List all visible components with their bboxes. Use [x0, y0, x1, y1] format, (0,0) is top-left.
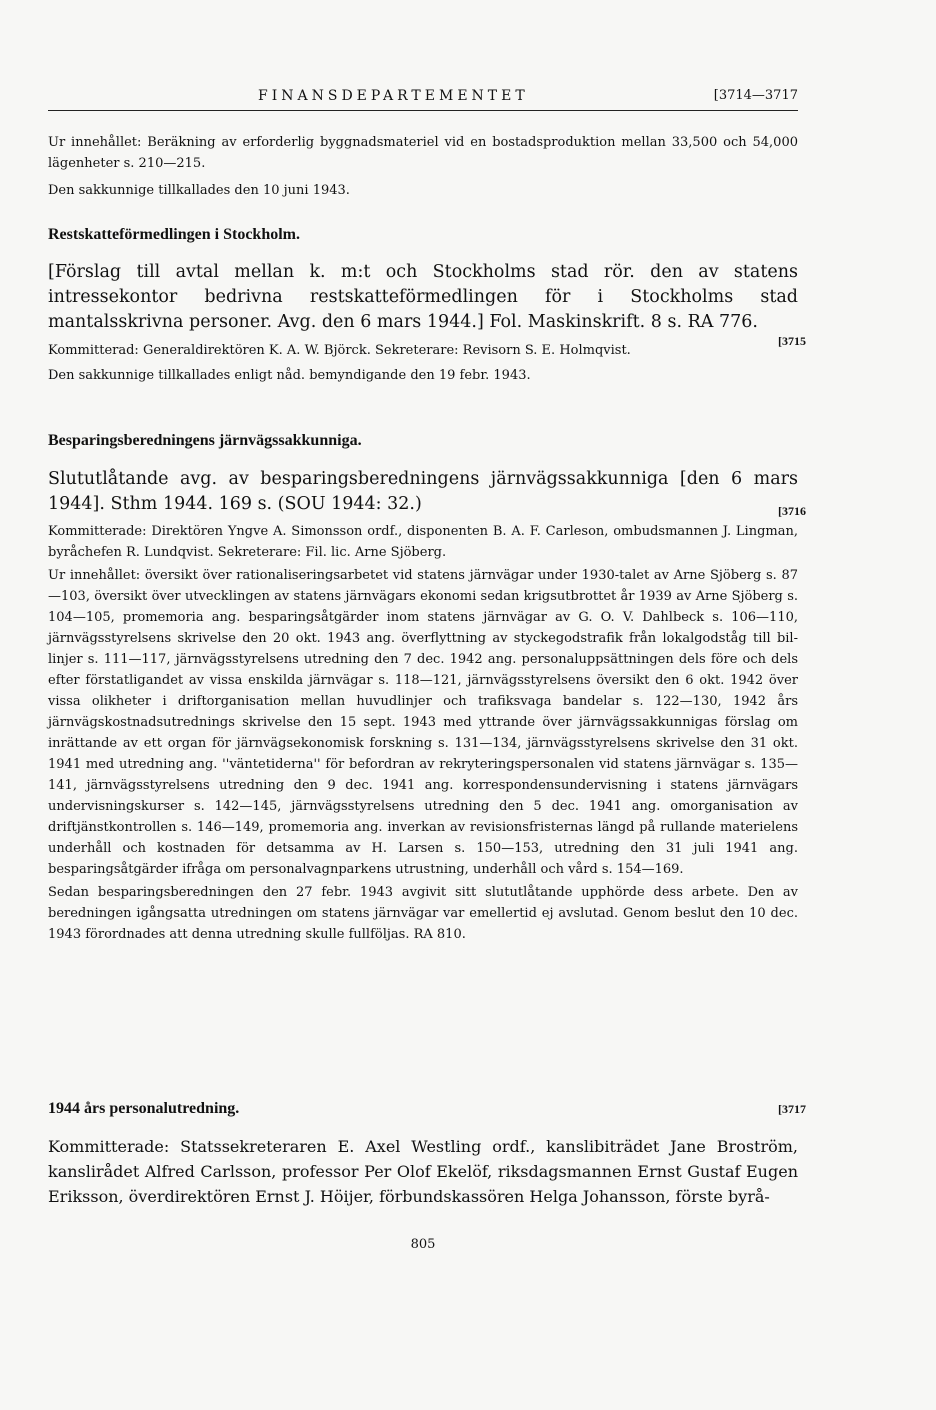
report-title: Slututlåtande avg. av besparingsberedningens järnvägssakkunniga [den 6 mars 1944]. Sthm 1944. 169 s. (SOU 1944: 32.) [48, 469, 798, 514]
section-continued [48, 132, 798, 201]
committee-paragraph: Kommitterad: Generaldirektören K. A. W. Björck. Sekreterare: Revisorn S. E. Holmqvist. [48, 343, 631, 358]
committee-paragraph: Kommitterade: Statssekreteraren E. Axel Westling ordf., kanslibiträdet Jane Broström, kanslirådet Alfred Carlsson, professor Per Olof Ekelöf, riksdagsmannen Ernst Gustaf Eugen Eriksson, överdirektören Ernst J. Höijer, förbundskassören Helga Johansson, förste byrå- [48, 1137, 798, 1206]
entry-number: [3717 [778, 1102, 806, 1116]
contents-paragraph: Ur innehållet: översikt över rationaliseringsarbetet vid statens järnvägar under 1930-talet av Arne Sjöberg s. 87—103, översikt över utvecklingen av statens järnvägars ekonomi sedan krigsutbrottet år 1939 av Arne Sjöberg s. 104—105, promemoria ang. besparingsåtgärder inom statens järnvägar av G. O. V. Dahlbeck s. 106—110, järnvägsstyrelsens skrivelse den 20 okt. 1943 ang. överflyttning av styckegodstrafik från lokalgodståg till bil-linjer s. 111—117, järnvägsstyrelsens utredning den 7 dec. 1942 ang. personaluppsättningen dels före och dels efter förstatligandet av vissa enskilda järnvägar s. 118—121, järnvägsstyrelsens översikt den 6 okt. 1942 över vissa olikheter i driftorganisation mellan huvudlinjer och trafiksvaga bandelar s. 122—130, 1942 års järnvägskostnadsutrednings skrivelse den 15 sept. 1943 med yttrande över järnvägssakkunnigas förslag om inrättande av ett organ för järnvägsekonomisk forskning s. 131—134, järnvägsstyrelsens skrivelse den 31 okt. 1941 med utredning ang. ''väntetiderna'' för befordran av rekryteringspersonalen vid statens järnvägar s. 135—141, järnvägsstyrelsens utredning den 9 dec. 1941 ang. korrespondensundervisning i statens järnvägars undervisningskurser s. 142—145, järnvägsstyrelsens utredning den 5 dec. 1941 ang. omorganisation av driftjänstkontrollen s. 146—149, promemoria ang. inverkan av revisionsfristernas längd på rullande materielens underhåll och kostnaden för detsamma av H. Larsen s. 150—153, utredning den 31 juli 1941 ang. besparingsåtgärder ifråga om personalvagnparkens utrustning, underhåll och vård s. 154—169. [48, 568, 798, 877]
entry-number: [3715 [778, 334, 806, 348]
committee-paragraph: Kommitterade: Direktören Yngve A. Simonsson ordf., disponenten B. A. F. Carleson, ombudsmannen J. Lingman, byråchefen R. Lundqvist. Sekreterare: Fil. lic. Arne Sjöberg. [48, 524, 798, 560]
running-header-title: FINANSDEPARTEMENTET [258, 88, 529, 104]
entry-number: [3716 [778, 504, 806, 518]
running-header-range: [3714—3717 [713, 88, 798, 103]
section-heading: 1944 års personalutredning. [48, 1100, 240, 1117]
note-paragraph: Sedan besparingsberedningen den 27 febr. 1943 avgivit sitt slututlåtande upphörde dess arbete. Den av beredningen igångsatta utredningen om statens järnvägar var emellertid ej avslutad. Genom beslut den 10 dec. 1943 förordnades att denna utredning skulle fullföljas. RA 810. [48, 885, 798, 942]
summoned-paragraph: Den sakkunnige tillkallades enligt nåd. bemyndigande den 19 febr. 1943. [48, 368, 531, 383]
summoned-paragraph: Den sakkunnige tillkallades den 10 juni 1943. [48, 183, 350, 198]
report-title: [Förslag till avtal mellan k. m:t och Stockholms stad rör. den av statens intressekontor bedrivna restskatteförmedlingen för i Stockholms stad mantalsskrivna personer. Avg. den 6 mars 1944.] Fol. Maskinskrift. 8 s. RA 776. [48, 262, 798, 332]
contents-paragraph: Ur innehållet: Beräkning av erforderlig byggnadsmateriel vid en bostadsproduktion mellan 33,500 och 54,000 lägenheter s. 210—215. [48, 135, 798, 171]
section-heading: Restskatteförmedlingen i Stockholm. [48, 226, 300, 243]
page-number: 805 [410, 1237, 436, 1252]
section-heading: Besparingsberedningens järnvägssakkunniga. [48, 432, 362, 449]
section-jarnvag [48, 432, 806, 945]
running-header [48, 88, 798, 111]
section-restskatt [48, 226, 806, 386]
section-personal [48, 1100, 806, 1209]
